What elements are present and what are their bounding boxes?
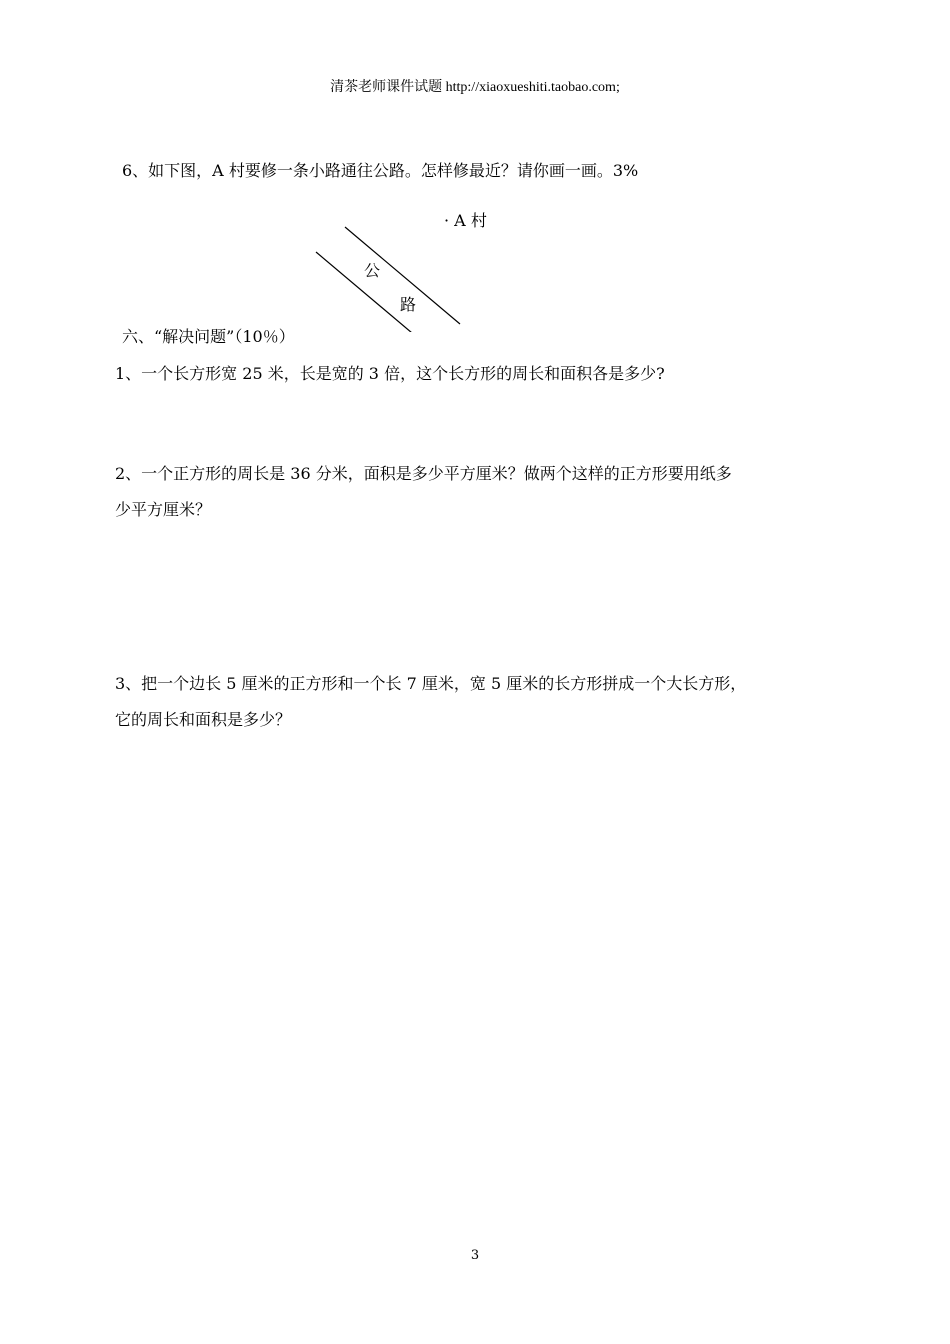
problem-1: 1、一个长方形宽 25 米，长是宽的 3 倍，这个长方形的周长和面积各是多少? [115,364,665,383]
section-6-title: 六、“解决问题”（10％） [122,327,295,346]
page-number: 3 [470,1248,480,1263]
road-label-char-1: 公 [364,261,381,280]
road-label-char-2: 路 [400,295,417,314]
road-diagram [310,222,470,332]
page-header: 清茶老师课件试题 http://xiaoxueshiti.taobao.com; [330,80,620,95]
problem-3-line-2: 它的周长和面积是多少？ [115,710,292,729]
problem-3-line-1: 3、把一个边长 5 厘米的正方形和一个长 7 厘米，宽 5 厘米的长方形拼成一个大长方形， [115,674,747,693]
problem-2-line-2: 少平方厘米？ [115,500,212,519]
village-a-label: · A 村 [444,211,487,230]
problem-2-line-1: 2、一个正方形的周长是 36 分米，面积是多少平方厘米？做两个这样的正方形要用纸多 [115,464,732,483]
question-6-text: 6、如下图，A 村要修一条小路通往公路。怎样修最近？请你画一画。3% [122,161,639,180]
